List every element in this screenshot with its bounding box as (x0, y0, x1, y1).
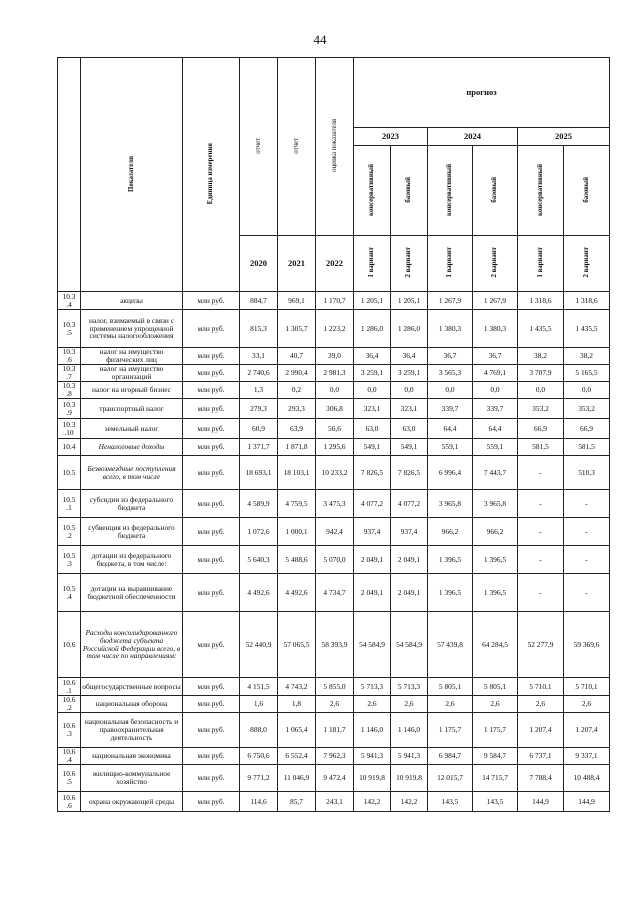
row-value: 3 965,8 (428, 490, 473, 518)
row-value: 10 233,2 (316, 456, 354, 490)
row-indicator: транспортный налог (81, 399, 183, 419)
row-unit: млн руб. (183, 765, 240, 792)
header-variant1-2024: 1 вариант (428, 236, 473, 292)
row-value: 549,1 (354, 439, 391, 456)
row-unit: млн руб. (183, 713, 240, 748)
row-indicator: субсидии из федерального бюджета (81, 490, 183, 518)
table-row (58, 765, 610, 792)
row-value: 39,0 (316, 348, 354, 365)
row-value: 52 277,9 (518, 612, 564, 678)
row-unit: млн руб. (183, 399, 240, 419)
row-value: 4 077,2 (391, 490, 428, 518)
header-variant1-2023: 1 вариант (354, 236, 391, 292)
row-value: 85,7 (278, 792, 316, 812)
row-value: 1 205,1 (391, 292, 428, 310)
row-value: 36,7 (428, 348, 473, 365)
row-indicator: налог на имущество организаций (81, 365, 183, 382)
row-value: 7 962,3 (316, 748, 354, 765)
row-value: 581,5 (518, 439, 564, 456)
row-value: 1 065,4 (278, 713, 316, 748)
table-row (58, 713, 610, 748)
table-row (58, 382, 610, 399)
row-value: 9 771,2 (240, 765, 278, 792)
row-id: 10.5 (58, 456, 81, 490)
row-value: 58 393,9 (316, 612, 354, 678)
row-value: - (518, 490, 564, 518)
row-value: 1 205,1 (354, 292, 391, 310)
row-value: 4 492,6 (278, 574, 316, 612)
row-value: 2 740,6 (240, 365, 278, 382)
row-value: 6 737,1 (518, 748, 564, 765)
row-value: 1 396,5 (428, 546, 473, 574)
row-value: 36,7 (473, 348, 518, 365)
row-value: 969,1 (278, 292, 316, 310)
row-unit: млн руб. (183, 348, 240, 365)
row-id: 10.3 .6 (58, 348, 81, 365)
table-header (58, 58, 610, 292)
row-value: 57 439,8 (428, 612, 473, 678)
header-year-2022: 2022 (316, 236, 354, 292)
row-value: 1 435,5 (564, 310, 610, 348)
table-row (58, 348, 610, 365)
row-value: 64 284,5 (473, 612, 518, 678)
row-id: 10.3 .9 (58, 399, 81, 419)
row-value: 243,1 (316, 792, 354, 812)
row-unit: млн руб. (183, 612, 240, 678)
row-indicator: Неналоговые доходы (81, 439, 183, 456)
row-value: 3 475,3 (316, 490, 354, 518)
row-value: 323,1 (354, 399, 391, 419)
header-report-2021: отчет (278, 58, 316, 236)
row-value: 1 396,5 (428, 574, 473, 612)
row-value: 144,9 (564, 792, 610, 812)
row-value: 142,2 (354, 792, 391, 812)
row-id: 10.6 .6 (58, 792, 81, 812)
row-value: 2,6 (473, 696, 518, 713)
row-value: 339,7 (428, 399, 473, 419)
row-value: 4 743,2 (278, 678, 316, 696)
row-value: 1 267,9 (473, 292, 518, 310)
row-value: 57 065,5 (278, 612, 316, 678)
row-value: 549,1 (391, 439, 428, 456)
row-id: 10.3 .4 (58, 292, 81, 310)
row-value: 7 826,5 (391, 456, 428, 490)
row-value: 38,2 (518, 348, 564, 365)
row-value: 1 146,0 (354, 713, 391, 748)
row-value: 4 077,2 (354, 490, 391, 518)
row-value: 5 941,3 (391, 748, 428, 765)
row-id: 10.3 .8 (58, 382, 81, 399)
row-unit: млн руб. (183, 518, 240, 546)
row-value: 1 305,7 (278, 310, 316, 348)
row-value: 1 207,4 (564, 713, 610, 748)
header-estimate: оценка показателя (316, 58, 354, 236)
row-value: 1 318,6 (518, 292, 564, 310)
row-value: 66,9 (564, 419, 610, 439)
row-indicator: Расходы консолидированного бюджета субъекта Российской Федерации всего, в том числе по направлениям: (81, 612, 183, 678)
header-conservative-2025: консервативный (518, 146, 564, 236)
row-value: - (564, 546, 610, 574)
row-value: 5 941,3 (354, 748, 391, 765)
row-value: 0,0 (473, 382, 518, 399)
row-indicator: общегосударственные вопросы (81, 678, 183, 696)
row-value: 3 965,8 (473, 490, 518, 518)
row-value: - (518, 574, 564, 612)
row-value: 114,6 (240, 792, 278, 812)
row-value: 510,3 (564, 456, 610, 490)
row-value: 2 049,1 (391, 574, 428, 612)
row-value: 5 070,0 (316, 546, 354, 574)
row-value: 36,4 (354, 348, 391, 365)
row-value: 5 713,3 (391, 678, 428, 696)
row-value: 4 492,6 (240, 574, 278, 612)
row-value: 1 072,6 (240, 518, 278, 546)
row-unit: млн руб. (183, 490, 240, 518)
row-value: 5 805,1 (428, 678, 473, 696)
row-value: 581,5 (564, 439, 610, 456)
row-id: 10.6 .5 (58, 765, 81, 792)
header-variant2-2025: 2 вариант (564, 236, 610, 292)
table-row (58, 399, 610, 419)
table-row (58, 419, 610, 439)
row-value: 1 396,5 (473, 574, 518, 612)
row-value: 4 151,5 (240, 678, 278, 696)
row-value: - (564, 574, 610, 612)
header-conservative-2024: консервативный (428, 146, 473, 236)
row-unit: млн руб. (183, 696, 240, 713)
row-value: 1,6 (240, 696, 278, 713)
row-unit: млн руб. (183, 382, 240, 399)
row-value: 1 380,3 (428, 310, 473, 348)
row-value: 142,2 (391, 792, 428, 812)
row-value: 54 584,9 (354, 612, 391, 678)
row-unit: млн руб. (183, 439, 240, 456)
table-row (58, 792, 610, 812)
row-value: 144,9 (518, 792, 564, 812)
row-value: 36,4 (391, 348, 428, 365)
header-year-2024: 2024 (428, 128, 518, 146)
row-value: 2,6 (316, 696, 354, 713)
row-indicator: дотации на выравнивание бюджетной обеспеченности (81, 574, 183, 612)
row-value: - (518, 518, 564, 546)
header-variant2-2023: 2 вариант (391, 236, 428, 292)
row-indicator: налог на игорный бизнес (81, 382, 183, 399)
table-row (58, 456, 610, 490)
row-value: - (518, 546, 564, 574)
row-value: 323,1 (391, 399, 428, 419)
row-value: - (518, 456, 564, 490)
row-unit: млн руб. (183, 546, 240, 574)
table-row (58, 748, 610, 765)
row-value: 7 826,5 (354, 456, 391, 490)
table-row (58, 546, 610, 574)
row-indicator: налог, взимаемый в связи с применением упрощенной системы налогообложения (81, 310, 183, 348)
header-year-2021: 2021 (278, 236, 316, 292)
row-value: 884,7 (240, 292, 278, 310)
table-row (58, 365, 610, 382)
page-number: 44 (313, 32, 327, 47)
row-unit: млн руб. (183, 365, 240, 382)
table-row (58, 574, 610, 612)
row-value: 5 165,5 (564, 365, 610, 382)
row-indicator: субвенция из федерального бюджета (81, 518, 183, 546)
row-id: 10.3 .5 (58, 310, 81, 348)
header-conservative-2023: консервативный (354, 146, 391, 236)
row-value: 2,6 (518, 696, 564, 713)
row-value: 3 259,1 (391, 365, 428, 382)
row-value: 143,5 (473, 792, 518, 812)
row-value: 10 919,8 (391, 765, 428, 792)
row-value: 63,0 (391, 419, 428, 439)
row-value: 1,3 (240, 382, 278, 399)
row-indicator: жилищно-коммунальное хозяйство (81, 765, 183, 792)
row-id: 10.3 .10 (58, 419, 81, 439)
header-unit: Единица измерения (183, 58, 240, 292)
row-value: 64,4 (428, 419, 473, 439)
table-row (58, 439, 610, 456)
row-indicator: дотации из федерального бюджета, в том числе: (81, 546, 183, 574)
row-value: 937,4 (354, 518, 391, 546)
row-value: 10 919,8 (354, 765, 391, 792)
row-unit: млн руб. (183, 678, 240, 696)
row-value: 54 584,9 (391, 612, 428, 678)
row-value: 937,4 (391, 518, 428, 546)
row-value: 4 734,7 (316, 574, 354, 612)
forecast-table (57, 57, 610, 812)
row-id: 10.5 .2 (58, 518, 81, 546)
row-value: 559,1 (473, 439, 518, 456)
table-row (58, 518, 610, 546)
row-value: 815,3 (240, 310, 278, 348)
row-indicator: национальная безопасность и правоохранительная деятельность (81, 713, 183, 748)
row-value: 60,9 (240, 419, 278, 439)
header-variant1-2025: 1 вариант (518, 236, 564, 292)
row-value: 6 996,4 (428, 456, 473, 490)
row-indicator: земельный налог (81, 419, 183, 439)
row-unit: млн руб. (183, 310, 240, 348)
row-value: 1 396,5 (473, 546, 518, 574)
row-value: 5 710,1 (518, 678, 564, 696)
row-id: 10.4 (58, 439, 81, 456)
row-value: 1 380,3 (473, 310, 518, 348)
row-value: 10 488,4 (564, 765, 610, 792)
row-value: 9 472,4 (316, 765, 354, 792)
row-value: 279,3 (240, 399, 278, 419)
row-value: 2 049,1 (354, 574, 391, 612)
row-id: 10.5 .3 (58, 546, 81, 574)
row-value: 1 286,0 (391, 310, 428, 348)
row-unit: млн руб. (183, 419, 240, 439)
row-value: 353,2 (518, 399, 564, 419)
row-value: 5 855,0 (316, 678, 354, 696)
row-value: 1 207,4 (518, 713, 564, 748)
row-value: 0,0 (316, 382, 354, 399)
row-indicator: акцизы (81, 292, 183, 310)
row-value: 14 715,7 (473, 765, 518, 792)
row-value: 0,0 (564, 382, 610, 399)
row-value: 2,6 (391, 696, 428, 713)
row-value: 0,0 (428, 382, 473, 399)
row-value: 38,2 (564, 348, 610, 365)
header-indicators: Показатели (81, 58, 183, 292)
row-value: 12 015,7 (428, 765, 473, 792)
row-value: 1 175,7 (473, 713, 518, 748)
row-id: 10.6 .3 (58, 713, 81, 748)
row-value: 33,1 (240, 348, 278, 365)
row-value: 9 337,1 (564, 748, 610, 765)
table-row (58, 678, 610, 696)
row-value: 5 488,6 (278, 546, 316, 574)
row-value: 2 049,1 (354, 546, 391, 574)
row-value: 2,6 (354, 696, 391, 713)
row-value: 293,3 (278, 399, 316, 419)
row-indicator: национальная экономика (81, 748, 183, 765)
row-value: 306,8 (316, 399, 354, 419)
row-unit: млн руб. (183, 292, 240, 310)
row-indicator: налог на имущество физических лиц (81, 348, 183, 365)
header-year-2020: 2020 (240, 236, 278, 292)
row-value: 1 146,0 (391, 713, 428, 748)
row-value: 9 584,7 (473, 748, 518, 765)
row-value: 18 693,1 (240, 456, 278, 490)
table-row (58, 292, 610, 310)
row-value: 4 589,9 (240, 490, 278, 518)
row-unit: млн руб. (183, 456, 240, 490)
row-indicator: Безвозмездные поступления всего, в том числе (81, 456, 183, 490)
header-year-2025: 2025 (518, 128, 610, 146)
row-value: 888,0 (240, 713, 278, 748)
row-value: 966,2 (428, 518, 473, 546)
row-value: 7 443,7 (473, 456, 518, 490)
row-id: 10.3 .7 (58, 365, 81, 382)
row-value: 7 788,4 (518, 765, 564, 792)
header-variant2-2024: 2 вариант (473, 236, 518, 292)
row-value: 59 369,6 (564, 612, 610, 678)
header-year-2023: 2023 (354, 128, 428, 146)
row-value: 3 565,3 (428, 365, 473, 382)
row-value: 5 710,1 (564, 678, 610, 696)
row-value: 1 170,7 (316, 292, 354, 310)
row-value: 5 805,1 (473, 678, 518, 696)
row-id: 10.5 .1 (58, 490, 81, 518)
row-value: 0,0 (518, 382, 564, 399)
row-id: 10.6 .1 (58, 678, 81, 696)
row-value: 6 984,7 (428, 748, 473, 765)
row-value: 966,2 (473, 518, 518, 546)
row-value: 2 981,3 (316, 365, 354, 382)
row-value: 3 707,9 (518, 365, 564, 382)
row-indicator: охрана окружающей среды (81, 792, 183, 812)
header-forecast: прогноз (354, 58, 610, 128)
row-value: 0,2 (278, 382, 316, 399)
row-value: 18 103,1 (278, 456, 316, 490)
row-id: 10.6 .2 (58, 696, 81, 713)
table-body (58, 292, 610, 812)
header-report-2020: отчет (240, 58, 278, 236)
row-unit: млн руб. (183, 748, 240, 765)
row-value: - (564, 518, 610, 546)
row-value: 52 440,9 (240, 612, 278, 678)
row-value: 5 713,3 (354, 678, 391, 696)
row-value: 1 435,5 (518, 310, 564, 348)
row-value: 942,4 (316, 518, 354, 546)
table-row (58, 612, 610, 678)
header-base-2025: базовый (564, 146, 610, 236)
table-row (58, 490, 610, 518)
row-value: 1 318,6 (564, 292, 610, 310)
header-row-id-cell (58, 58, 81, 292)
row-value: 2 049,1 (391, 546, 428, 574)
table-row (58, 310, 610, 348)
row-value: 0,0 (391, 382, 428, 399)
row-value: 63,9 (278, 419, 316, 439)
row-value: 2,6 (428, 696, 473, 713)
row-value: 6 552,4 (278, 748, 316, 765)
header-base-2024: базовый (473, 146, 518, 236)
row-value: 353,2 (564, 399, 610, 419)
row-value: 1 223,2 (316, 310, 354, 348)
row-value: 3 259,1 (354, 365, 391, 382)
row-id: 10.6 (58, 612, 81, 678)
row-value: 1 181,7 (316, 713, 354, 748)
header-base-2023: базовый (391, 146, 428, 236)
row-value: 1,8 (278, 696, 316, 713)
row-indicator: национальная оборона (81, 696, 183, 713)
row-value: 63,0 (354, 419, 391, 439)
row-value: 5 640,3 (240, 546, 278, 574)
row-value: 1 267,9 (428, 292, 473, 310)
row-value: 559,1 (428, 439, 473, 456)
row-value: 64,4 (473, 419, 518, 439)
row-id: 10.5 .4 (58, 574, 81, 612)
row-value: 1 371,7 (240, 439, 278, 456)
row-value: 11 046,9 (278, 765, 316, 792)
row-value: 0,0 (354, 382, 391, 399)
row-value: 2,6 (564, 696, 610, 713)
row-value: 56,6 (316, 419, 354, 439)
row-value: 66,9 (518, 419, 564, 439)
row-id: 10.6 .4 (58, 748, 81, 765)
row-value: 1 175,7 (428, 713, 473, 748)
row-value: 40,7 (278, 348, 316, 365)
row-value: 339,7 (473, 399, 518, 419)
row-value: 143,5 (428, 792, 473, 812)
row-value: 4 769,1 (473, 365, 518, 382)
table-row (58, 696, 610, 713)
row-value: 1 286,0 (354, 310, 391, 348)
row-value: - (564, 490, 610, 518)
row-value: 1 871,8 (278, 439, 316, 456)
row-unit: млн руб. (183, 792, 240, 812)
row-value: 2 990,4 (278, 365, 316, 382)
row-value: 4 759,5 (278, 490, 316, 518)
row-unit: млн руб. (183, 574, 240, 612)
row-value: 1 295,6 (316, 439, 354, 456)
row-value: 6 750,6 (240, 748, 278, 765)
row-value: 1 000,1 (278, 518, 316, 546)
